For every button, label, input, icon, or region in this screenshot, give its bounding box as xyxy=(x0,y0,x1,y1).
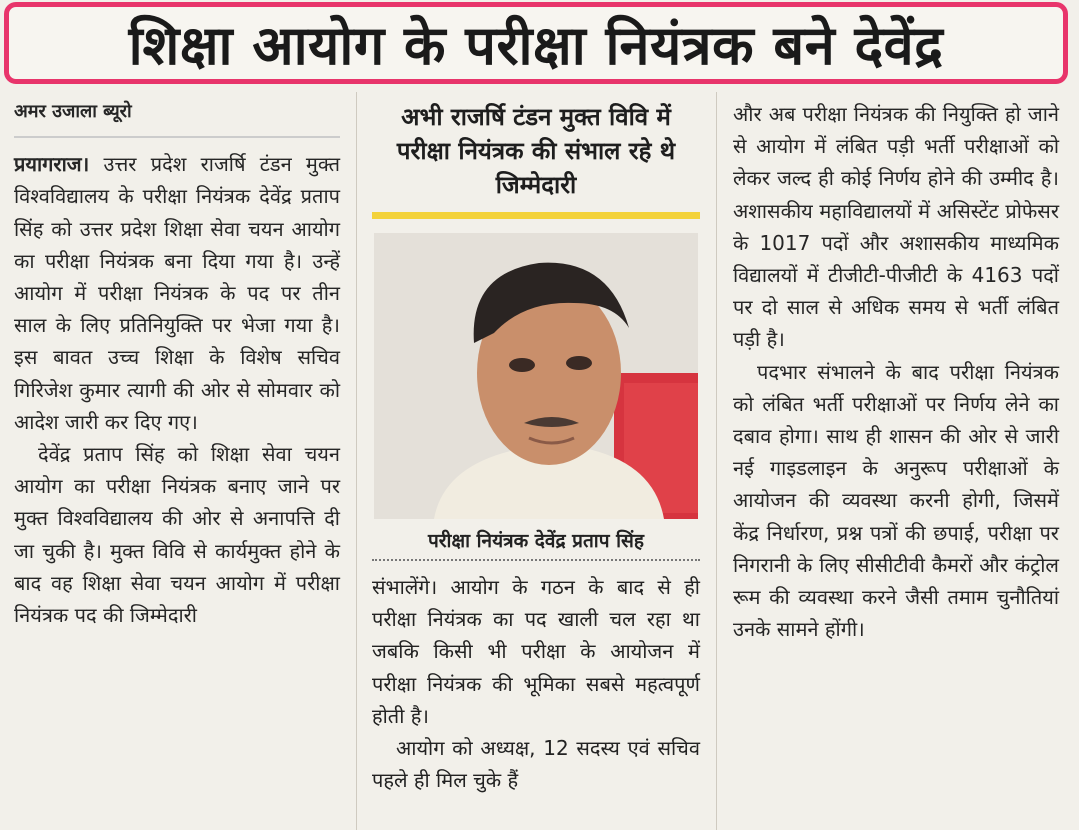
dateline: प्रयागराज। xyxy=(14,152,90,177)
subheadline-rule xyxy=(372,212,700,219)
article-column-2 xyxy=(372,100,700,796)
paragraph xyxy=(14,148,340,438)
paragraph: आयोग को अध्यक्ष, 12 सदस्य एवं सचिव पहले ही मिल चुके हैं xyxy=(372,736,700,793)
portrait-illustration xyxy=(374,233,698,519)
subheadline: अभी राजर्षि टंडन मुक्त विवि में परीक्षा नियंत्रक की संभाल रहे थे जिम्मेदारी xyxy=(396,103,676,199)
photo-caption: परीक्षा नियंत्रक देवेंद्र प्रताप सिंह xyxy=(372,527,700,561)
article-column-3 xyxy=(733,98,1059,645)
paragraph: पदभार संभालने के बाद परीक्षा नियंत्रक को लंबित भर्ती परीक्षाओं पर निर्णय लेने का दबाव होगा। साथ ही शासन की ओर से जारी नई गाइडलाइन के अनुरूप परीक्षाओं के आयोजन की व्यवस्था करनी होगी, जिसमें केंद्र निर्धारण, प्रश्न पत्रों की छपाई, परीक्षा पर निगरानी के लिए सीसीटीवी कैमरों और कंट्रोल रूम की व्यवस्था करने जैसी तमाम चुनौतियां उनके सामने होंगी। xyxy=(733,359,1059,642)
paragraph: और अब परीक्षा नियंत्रक की नियुक्ति हो जाने से आयोग में लंबित पड़ी भर्ती परीक्षाओं को लेकर जल्द ही कोई निर्णय होने की उम्मीद है। अशासकीय महाविद्यालयों में असिस्टेंट प्रोफेसर के 1017 पदों और अशासकीय माध्यमिक विद्यालयों में टीजीटी-पीजीटी के 4163 पदों पर दो साल से अधिक समय से भर्ती लंबित पड़ी है। xyxy=(733,102,1059,352)
paragraph: संभालेंगे। आयोग के गठन के बाद से ही परीक्षा नियंत्रक का पद खाली चल रहा था जबकि किसी भी परीक्षा के आयोजन में परीक्षा नियंत्रक की भूमिका सबसे महत्वपूर्ण होती है। xyxy=(372,575,700,728)
paragraph-text: उत्तर प्रदेश राजर्षि टंडन मुक्त विश्वविद्यालय के परीक्षा नियंत्रक देवेंद्र प्रताप सिंह को उत्तर प्रदेश शिक्षा सेवा चयन आयोग का परीक्षा नियंत्रक बना दिया गया है। उन्हें आयोग में परीक्षा नियंत्रक के पद पर तीन साल के लिए प्रतिनियुक्ति पर भेजा गया है। इस बावत उच्च शिक्षा के विशेष सचिव गिरिजेश कुमार त्यागी की ओर से सोमवार को आदेश जारी कर दिए गए। xyxy=(14,152,341,434)
column-divider xyxy=(716,92,717,830)
column-divider xyxy=(356,92,357,830)
byline: अमर उजाला ब्यूरो xyxy=(14,96,340,138)
portrait-photo xyxy=(374,233,698,519)
headline-box xyxy=(4,2,1068,84)
paragraph-group xyxy=(372,571,700,796)
article-column-1 xyxy=(14,96,340,631)
paragraph: देवेंद्र प्रताप सिंह को शिक्षा सेवा चयन आयोग का परीक्षा नियंत्रक बनाए जाने पर मुक्त विश्वविद्यालय की ओर से अनापत्ति दी जा चुकी है। मुक्त विवि से कार्यमुक्त होने के बाद वह शिक्षा सेवा चयन आयोग में परीक्षा नियंत्रक पद की जिम्मेदारी xyxy=(14,442,340,628)
headline: शिक्षा आयोग के परीक्षा नियंत्रक बने देवेंद्र xyxy=(128,14,944,77)
